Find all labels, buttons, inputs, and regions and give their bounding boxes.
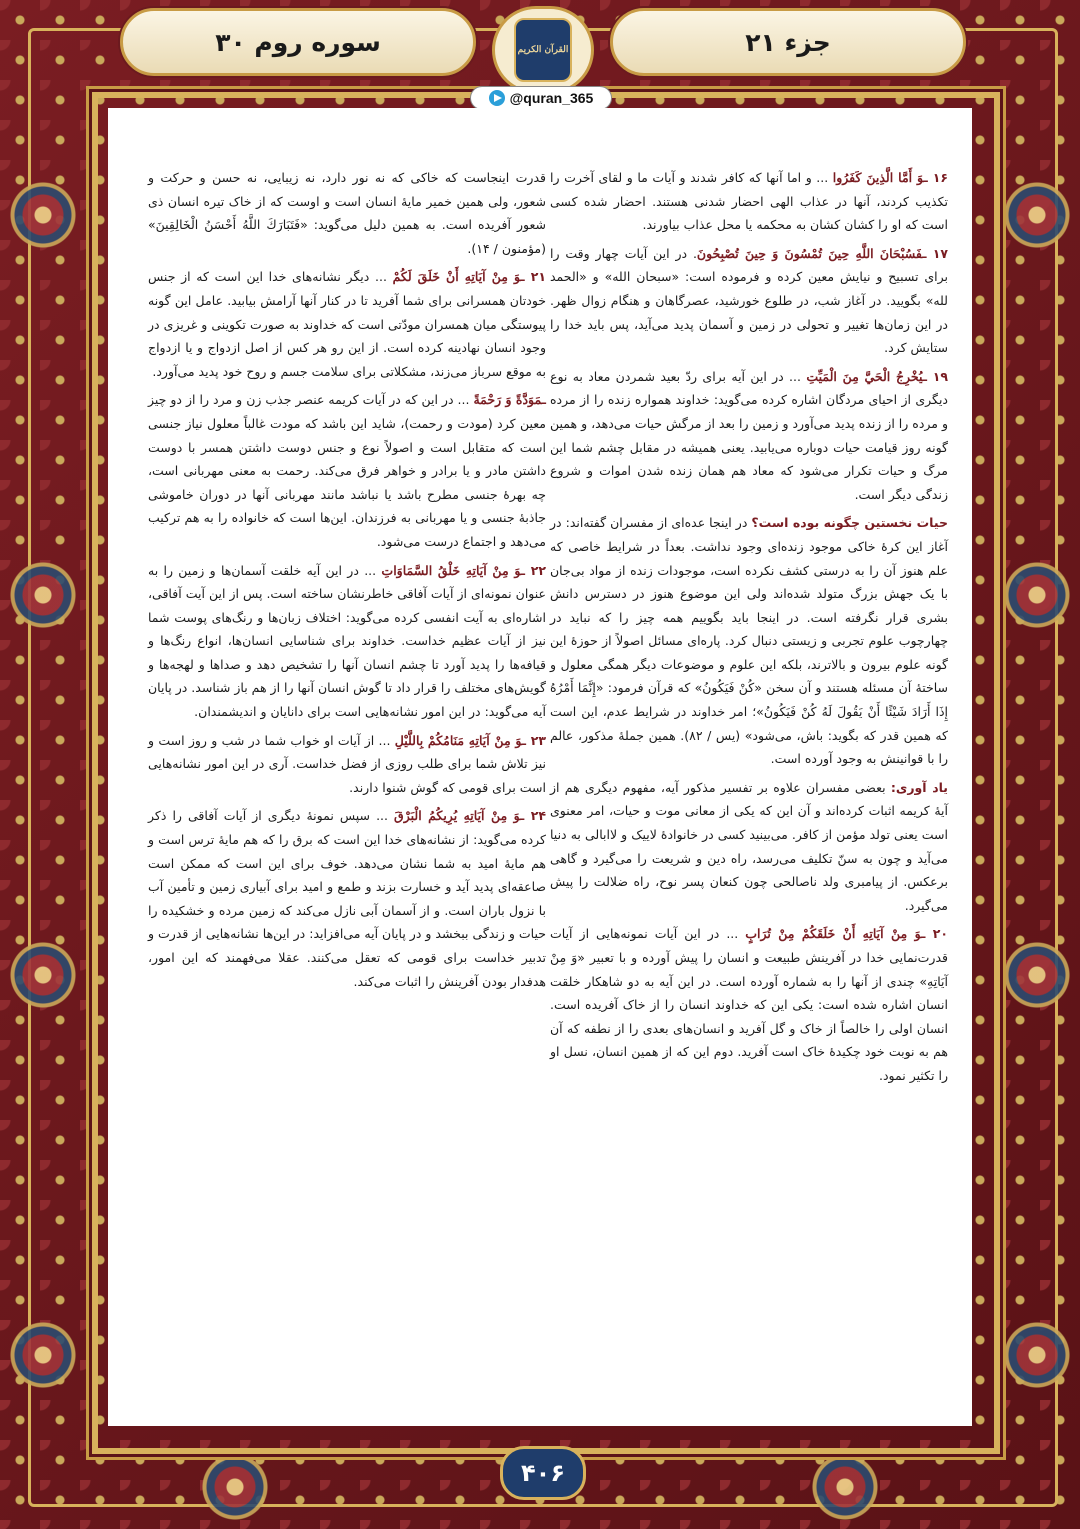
floral-motif xyxy=(8,180,78,250)
commentary-paragraph xyxy=(148,265,546,383)
verse-number: ۲۰ ـ xyxy=(921,926,948,942)
verse-number: ـ xyxy=(541,392,546,408)
paragraph-text: . در این آیات چهار وقت را برای تسبیح و نیایش معین کرده و فرموده است: «سبحان الله» و «الحمد لله» بگویید. در آغاز شب، در طلوع خورشید، عصرگاهان و هنگام زوال ظهر. در این زمان‌ها تغییر و تحولی در زمین و آسمان پدید می‌آید، پس باید خدا را ستایش کرد. xyxy=(550,245,948,356)
paragraph-text: ... در این که در آیات کریمه عنصر جذب زن و مرد را از دو چیز معین کرد (مودت و رحمت)، شاید این باشد که مودت غالباً معلول نیاز جنسی است که متقابل است و اصولاً نوع و جنس دوست داشتن همسر با دوست داشتن مادر و یا برادر و خواهر فرق می‌کند. رحمت به معنی مهربانی است، چه بهرهٔ جنسی مطرح باشد یا نباشد مانند مهربانی آنها در دوران خاموشی جاذبهٔ جنسی و یا مهربانی به فرزندان. این‌ها است که خانواده را به هم ترکیب می‌دهد و اجتماع درست می‌شود. xyxy=(148,392,546,549)
right-column xyxy=(550,166,948,1093)
verse-quote: وَ مِنْ آيَاتِهِ مَنَامُكُمْ بِاللَّيْلِ xyxy=(394,732,522,748)
verse-quote: وَ مِنْ آيَاتِهِ أَنْ خَلَقَكُمْ مِنْ تُرَابٍ xyxy=(745,926,922,942)
paragraph-text: ... سپس نمونهٔ دیگری از آیات آفاقی را ذکر کرده می‌گوید: از نشانه‌های خدا این است که برق را که هم مایهٔ ترس است و هم مایهٔ امید به شما نشان می‌دهد. خوف برای این است که ممکن است صاعقه‌ای پدید آید و خسارت بزند و طمع و امید برای آبیاری زمین و تأمین آب با نزول باران است. و از آسمان آبی نازل می‌کند که زمین مرده و خشکیده را حیات و زندگی ببخشد و در پایان آیه می‌افزاید: در این‌ها نشانه‌هایی از قدرت و تدبیر خداست برای قومی که تعقل می‌کنند. عقلا می‌فهمند که این امور، هدفدار بودن آفرینش را اثبات می‌کند. xyxy=(148,808,546,989)
verse-number: ۲۱ ـ xyxy=(520,269,547,285)
verse-quote: وَ مِنْ آيَاتِهِ خَلْقُ السَّمَاوَاتِ xyxy=(381,562,521,578)
telegram-icon xyxy=(489,90,505,106)
commentary-paragraph xyxy=(148,388,546,553)
floral-motif xyxy=(1002,1320,1072,1390)
verse-number: ۱۶ ـ xyxy=(923,170,948,185)
verse-number: ۲۳ ـ xyxy=(521,732,546,748)
paragraph-text: قدرت اینجاست که خاکی که نه نور دارد، نه زیبایی، نه حسن و حرکت و شعور، ولی همین خمیر مایهٔ انسان است و اوست که از خاک تیره انسان ذی شعور آفریده است. به همین دلیل می‌گوید: «فَتَبَارَكَ اللَّهُ أَحْسَنُ الْخَالِقِينَ» (مؤمنون / ۱۴). xyxy=(148,170,546,256)
page-number-badge xyxy=(500,1446,586,1500)
verse-number: ۲۲ ـ xyxy=(520,562,546,578)
text-panel xyxy=(108,108,972,1426)
verse-quote: يُخْرِجُ الْحَيَّ مِنَ الْمَيِّتِ xyxy=(806,368,923,384)
floral-motif xyxy=(8,560,78,630)
floral-motif xyxy=(810,1452,880,1522)
juz-cartouche xyxy=(610,8,966,76)
commentary-paragraph xyxy=(148,166,546,260)
quran-logo xyxy=(492,6,594,94)
floral-motif xyxy=(200,1452,270,1522)
commentary-paragraph xyxy=(550,166,948,237)
floral-motif xyxy=(1002,940,1072,1010)
verse-number: ۱۹ ـ xyxy=(922,368,949,384)
verse-quote: وَ أَمَّا الَّذِينَ كَفَرُوا xyxy=(832,170,924,185)
commentary-paragraph xyxy=(550,242,948,360)
floral-motif xyxy=(8,940,78,1010)
paragraph-text: در اینجا عده‌ای از مفسران گفته‌اند: در آغاز این کرهٔ خاکی موجود زنده‌ای وجود نداشت. بعداً در شرایط خاصی که علم هنوز آن را به درستی کشف نکرده است، موجودات زنده از مواد بی‌جان با یک جهش بزرگ متولد شده‌اند ولی این موضوع هنوز در دسترس دانش بشری قرار نگرفته است. در اینجا باید بگوییم همه چیز را که نباید در چهارچوب علوم تجربی و زیستی دنبال کرد. پاره‌ای مسائل اصولاً از حوزهٔ این گونه علوم بیرون و بالاترند، بلکه این علوم و موضوعات دیگر همگی معلول و ساختهٔ آن مسئله هستند و آن سخن «كُنْ فَيَكُونُ» که قرآن فرمود: «إِنَّمَا أَمْرُهُ إِذَا أَرَادَ شَيْئًا أَنْ يَقُولَ لَهُ كُنْ فَيَكُونُ»؛ امر خداوند در شرایط عدم، این است که همین قدر که بگوید: باش، می‌شود» (یس / ۸۲). همین جملهٔ مذکور، عالم را با قوانینش به وجود آورده است. xyxy=(550,515,948,767)
commentary-paragraph xyxy=(148,804,546,993)
commentary-paragraph xyxy=(148,729,546,800)
section-subheading: یاد آوری: xyxy=(890,779,949,795)
paragraph-text: ... و اما آنها که کافر شدند و آیات ما و لقای آخرت را تکذیب کردند، آنها در عذاب الهی احضار شدنی هستند. احضار شده کسی است که او را کشان کشان به محکمه یا محل عذاب بیاورند. xyxy=(550,170,948,233)
verse-quote: فَسُبْحَانَ اللَّهِ حِينَ تُمْسُونَ وَ حِينَ تُصْبِحُونَ xyxy=(696,245,923,261)
surah-label: سوره روم ۳۰ xyxy=(215,27,381,57)
verse-number: ۱۷ ـ xyxy=(922,245,948,261)
paragraph-text: ... در این آیات نمونه‌هایی از آیات قدرت‌نمایی خدا در آفرینش طبیعت و انسان را پیش آورده و با تعبیر «وَ مِنْ آيَاتِهِ» چندی از آنها را به شماره آورده است. در این آیه به دو شاهکار خلقت انسان اشاره شده است: یکی این که خداوند انسان را از خاک آفریده است. انسان اولی را خالصاً از خاک و گل آفرید و انسان‌های بعدی را از نطفه که آن هم به نوبت خود چکیدهٔ خاک است آفرید. دوم این که از همین انسان، نسل او را تکثیر نمود. xyxy=(550,926,948,1083)
logo-emblem: القرآن الكريم xyxy=(514,18,572,82)
paragraph-text: ... در این آیه برای ردّ بعید شمردن معاد به نوع دیگری از احیای مردگان اشاره کرده می‌گوید: خداوند همواره زنده را از مرده و مرده را از زنده پدید می‌آورد و زمین را بعد از مرگش حیات می‌دهد، و همین گونه روز قیامت حیات دوباره می‌یابید. یعنی همیشه در مقابل چشم شما این مرگ و حیات تکرار می‌شود که معاد هم همان زنده شدن اموات و شروع زندگی دیگر است. xyxy=(550,368,948,502)
juz-label: جزء ۲۱ xyxy=(745,27,831,57)
commentary-paragraph xyxy=(550,776,948,918)
page-number: ۴۰۶ xyxy=(521,1459,565,1487)
commentary-paragraph xyxy=(550,365,948,507)
paragraph-text: بعضی مفسران علاوه بر تفسیر مذکور آیه، مفهوم دیگری هم از آیهٔ کریمه اثبات کرده‌اند و آن این که یکی از معانی موت و حیات، امر معنوی است یعنی تولد مؤمن از کافر. می‌بینید کسی در خانوادهٔ لاییک و لاابالی به دنیا می‌آید و چون به سنّ تکلیف می‌رسد، راه دین و شریعت را می‌گیرد و گاهی برعکس. از پیامبری ولد ناصالحی چون کنعان پسر نوح، راه ضلالت را پیش می‌گیرد. xyxy=(550,779,948,913)
paragraph-text: ... در این آیه خلقت آسمان‌ها و زمین را به عنوان نمونه‌ای از آیات آفاقی خاطرنشان ساخته است. پس از این آیت آفاقی، اشاره‌ای به آیت انفسی کرده می‌گوید: اختلاف زبان‌ها و رنگ‌های پوست شما نیز از آیات عظیم خداست. خداوند برای شناسایی انسان‌ها، انواع رنگ‌ها و قیافه‌ها را پدید آورد تا چشم انسان آنها را تشخیص دهد و صداها و لهجه‌ها و گویش‌های مختلف را قرار داد تا گوش انسان آنها را از هم باز شناسد. در پایان آیه می‌گوید: در این امور نشانه‌هایی است برای دانایان و اندیشمندان. xyxy=(148,562,546,720)
commentary-paragraph xyxy=(550,511,948,771)
surah-cartouche xyxy=(120,8,476,76)
verse-number: ۲۴ ـ xyxy=(520,808,547,824)
verse-quote: وَ مِنْ آيَاتِهِ يُرِيكُمُ الْبَرْقَ xyxy=(394,808,521,824)
telegram-handle[interactable] xyxy=(470,86,612,110)
floral-motif xyxy=(1002,560,1072,630)
left-column xyxy=(148,166,546,998)
verse-quote: مَوَدَّةً وَ رَحْمَةً xyxy=(473,392,542,408)
commentary-paragraph xyxy=(550,922,948,1087)
floral-motif xyxy=(1002,180,1072,250)
section-subheading: حیات نخستین چگونه بوده است؟ xyxy=(751,515,948,531)
paragraph-text: ... دیگر نشانه‌های خدا این است که از جنس خودتان همسرانی برای شما آفرید تا در کنار آنها آرامش بیابید. عامل این گونه پیوستگی میان همسران مودّتی است که خداوند به صورت تکوینی و غریزی در وجود انسان نهادینه کرده است. از این رو هر کس از اصل ازدواج و یا ازدواج به موقع سرباز می‌زند، مشکلاتی برای سلامت جسم و روح خود پدید می‌آورد. xyxy=(148,269,546,379)
commentary-paragraph xyxy=(148,559,546,724)
paragraph-text: ... از آیات او خواب شما در شب و روز است و نیز تلاش شما برای طلب روزی از فضل خداست. آری در این امور نشانه‌هایی است برای قومی که گوش شنوا دارند. xyxy=(148,732,546,795)
verse-quote: وَ مِنْ آيَاتِهِ أَنْ خَلَقَ لَكُمْ xyxy=(392,269,521,285)
floral-motif xyxy=(8,1320,78,1390)
handle-text: @quran_365 xyxy=(509,90,594,106)
